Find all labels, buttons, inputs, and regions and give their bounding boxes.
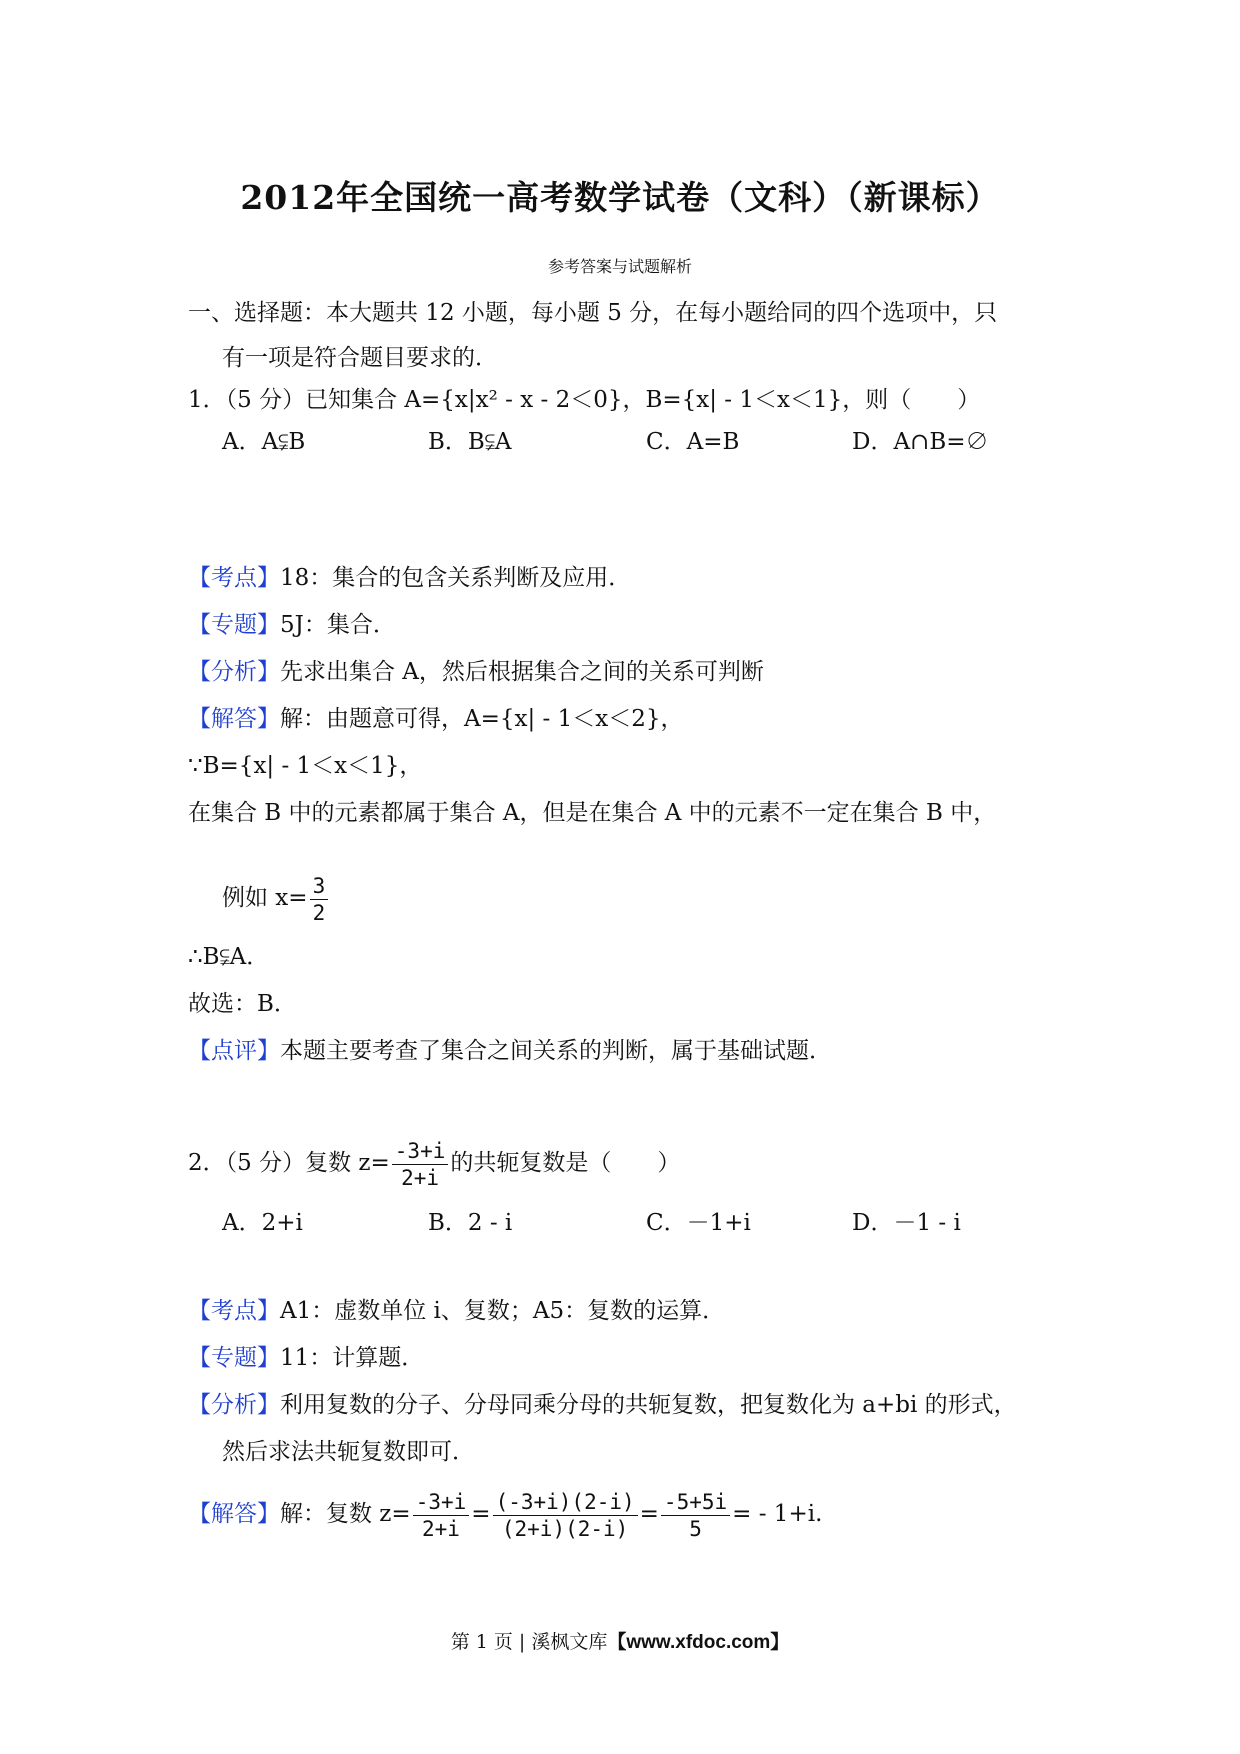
- q1-zhuanti: [188, 611, 396, 639]
- q2-kaodian-tag: 【考点】: [188, 1298, 280, 1324]
- q2-kaodian: [188, 1297, 725, 1325]
- q2-fenxi-tag: 【分析】: [188, 1392, 280, 1418]
- q2-fenxi-text: 利用复数的分子、分母同乘分母的共轭复数，把复数化为 a+bi 的形式，: [280, 1392, 1017, 1418]
- q2-option-b: B．2 - i: [428, 1210, 513, 1236]
- q2-zhuanti: [188, 1344, 424, 1372]
- q2-stem-numerator: -3+i: [392, 1139, 449, 1165]
- q2-jieda-fraction-3: [661, 1490, 730, 1541]
- q2-f3-numerator: -5+5i: [661, 1490, 730, 1516]
- q1-kaodian-tag: 【考点】: [188, 565, 280, 591]
- q2-jieda: [188, 1486, 822, 1542]
- q1-fenxi: [188, 658, 764, 686]
- page-footer: [0, 1627, 1240, 1654]
- q2-zhuanti-tag: 【专题】: [188, 1345, 280, 1371]
- q2-fenxi-cont: 然后求法共轭复数即可．: [222, 1439, 475, 1465]
- q2-f2-numerator: (-3+i)(2-i): [493, 1490, 638, 1516]
- q2-stem-suffix: 的共轭复数是（ ）: [450, 1150, 681, 1176]
- q1-option-c: C．A=B: [646, 429, 740, 455]
- q2-eq-1: =: [471, 1501, 491, 1527]
- q1-zhuanti-text: 5J：集合．: [280, 612, 396, 638]
- q2-option-d: D．－1 - i: [852, 1210, 961, 1236]
- q2-jieda-suffix: = - 1+i.: [732, 1501, 823, 1527]
- q1-jieda-text: 解：由题意可得，A={x| - 1＜x＜2}，: [280, 706, 684, 732]
- q2-fenxi: [188, 1391, 1017, 1419]
- q2-eq-2: =: [639, 1501, 659, 1527]
- q2-kaodian-text: A1：虚数单位 i、复数；A5：复数的运算．: [280, 1298, 726, 1324]
- q1-example: [222, 870, 330, 926]
- q2-f1-numerator: -3+i: [413, 1490, 470, 1516]
- q1-dianping-tag: 【点评】: [188, 1038, 280, 1064]
- q1-fenxi-tag: 【分析】: [188, 659, 280, 685]
- q1-stem: 1．（5 分）已知集合 A={x|x² - x - 2＜0}，B={x| - 1＜x＜1}，则（ ）: [188, 387, 981, 413]
- q2-f1-denominator: 2+i: [422, 1516, 460, 1541]
- q2-stem-fraction: [392, 1139, 449, 1190]
- q1-example-fraction: [310, 874, 329, 925]
- q1-jieda: [188, 705, 684, 733]
- q1-kaodian: [188, 564, 631, 592]
- q2-stem-denominator: 2+i: [401, 1165, 440, 1190]
- q1-example-denominator: 2: [312, 900, 326, 925]
- q2-jieda-tag: 【解答】: [188, 1501, 280, 1527]
- q2-jieda-prefix: 解：复数 z=: [280, 1501, 411, 1527]
- q2-stem-prefix: 2．（5 分）复数 z=: [188, 1150, 390, 1176]
- footer-site-name: 溪枫文库: [531, 1631, 608, 1653]
- page-subtitle: 参考答案与试题解析: [547, 257, 692, 276]
- q2-zhuanti-text: 11：计算题．: [280, 1345, 425, 1371]
- q1-dianping: [188, 1037, 832, 1065]
- q1-option-b: B．B⫋A: [428, 429, 512, 455]
- q2-option-a: A．2+i: [222, 1210, 303, 1236]
- q1-zhuanti-tag: 【专题】: [188, 612, 280, 638]
- page-title: 2012年全国统一高考数学试卷（文科）（新课标）: [240, 178, 1000, 217]
- q2-jieda-fraction-1: [413, 1490, 470, 1541]
- q2-option-c: C．－1+i: [646, 1210, 751, 1236]
- footer-page-number: 第 1 页: [450, 1631, 513, 1653]
- q2-f3-denominator: 5: [689, 1516, 702, 1541]
- q2-f2-denominator: (2+i)(2-i): [501, 1516, 629, 1541]
- q1-kaodian-text: 18：集合的包含关系判断及应用．: [280, 565, 632, 591]
- q1-step-3: ∴B⫋A．: [188, 944, 270, 970]
- section-heading: 一、选择题：本大题共 12 小题，每小题 5 分，在每小题给同的四个选项中，只: [188, 300, 998, 326]
- q1-example-prefix: 例如 x=: [222, 885, 308, 911]
- q1-step-4: 故选：B．: [188, 991, 297, 1017]
- q1-step-1: ∵B={x| - 1＜x＜1}，: [188, 753, 423, 779]
- footer-separator: |: [518, 1631, 526, 1653]
- section-heading-cont: 有一项是符合题目要求的．: [222, 345, 498, 371]
- q1-jieda-tag: 【解答】: [188, 706, 280, 732]
- q1-dianping-text: 本题主要考查了集合之间关系的判断，属于基础试题．: [280, 1038, 832, 1064]
- q2-stem: [188, 1135, 680, 1191]
- q1-step-2: 在集合 B 中的元素都属于集合 A，但是在集合 A 中的元素不一定在集合 B 中，: [188, 800, 997, 826]
- footer-site-url[interactable]: 【www.xfdoc.com】: [607, 1632, 790, 1653]
- q1-example-numerator: 3: [310, 874, 329, 900]
- q1-fenxi-text: 先求出集合 A，然后根据集合之间的关系可判断: [280, 659, 764, 685]
- q1-option-a: A．A⫋B: [222, 429, 306, 455]
- q2-jieda-fraction-2: [493, 1490, 638, 1541]
- q1-option-d: D．A∩B=∅: [852, 429, 989, 455]
